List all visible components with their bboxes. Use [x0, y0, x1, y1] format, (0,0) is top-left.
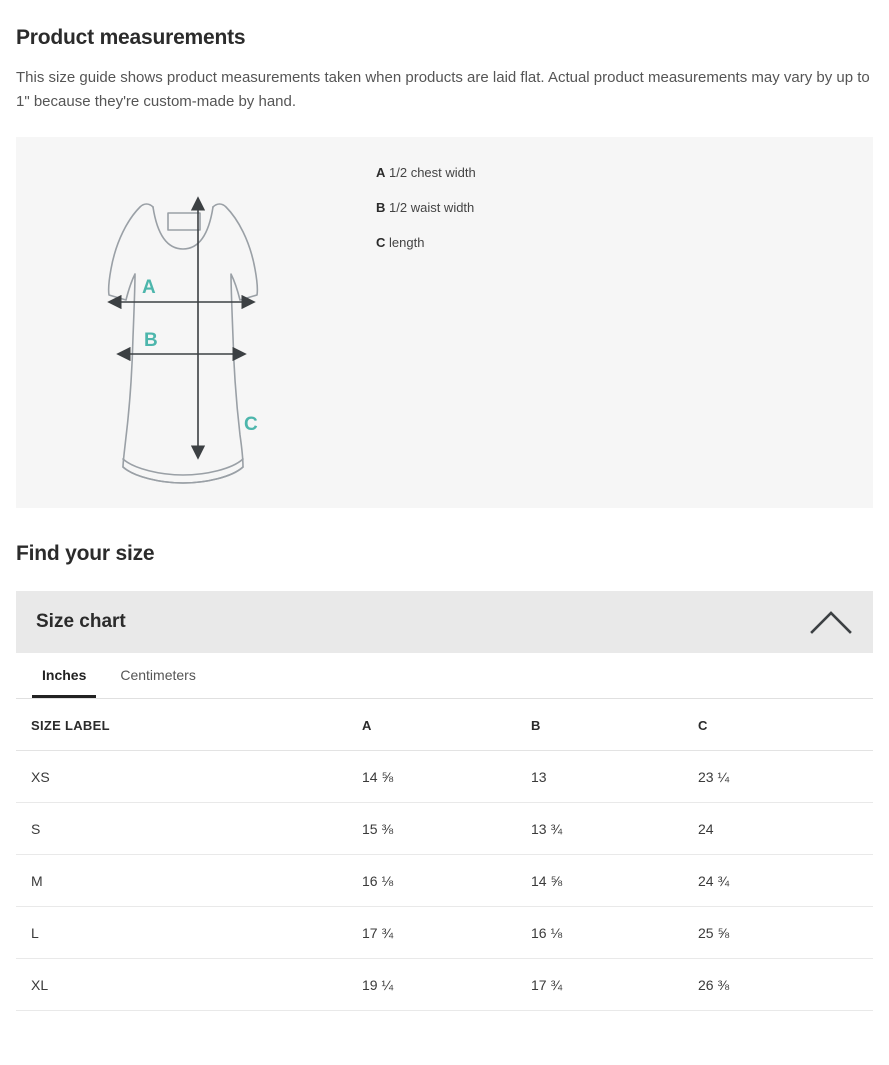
tab-centimeters[interactable]: Centimeters: [120, 667, 196, 684]
cell-size-label: XL: [16, 959, 362, 1011]
table-row: [16, 855, 873, 907]
cell-c: 25 ⅝: [698, 907, 873, 959]
cell-size-label: XS: [16, 751, 362, 803]
legend-item: [376, 199, 873, 216]
page-title: Product measurements: [16, 26, 246, 49]
measurements-description: This size guide shows product measurements taken when products are laid flat. Actual product measurements may vary by up to 1" because they're custom-made by hand.: [16, 69, 870, 111]
diagram-label-a: A: [142, 277, 156, 299]
cell-b: 13: [531, 751, 698, 803]
unit-tabs: [16, 653, 873, 699]
cell-b: 14 ⅝: [531, 855, 698, 907]
table-row: [16, 751, 873, 803]
chevron-up-icon[interactable]: [809, 609, 853, 635]
cell-b: 16 ⅛: [531, 907, 698, 959]
cell-size-label: L: [16, 907, 362, 959]
cell-c: 24 ¾: [698, 855, 873, 907]
legend-key-b: B: [376, 200, 386, 216]
cell-a: 19 ¼: [362, 959, 531, 1011]
find-your-size-title: Find your size: [16, 542, 155, 566]
cell-a: 17 ¾: [362, 907, 531, 959]
cell-a: 14 ⅝: [362, 751, 531, 803]
legend-item: [376, 234, 873, 251]
size-guide-page: [0, 25, 889, 1011]
legend-item: [376, 164, 873, 181]
cell-size-label: M: [16, 855, 362, 907]
garment-diagram: [16, 137, 376, 508]
tank-top-illustration: [16, 137, 376, 508]
size-chart-table: [16, 699, 873, 1011]
column-header-c: C: [698, 699, 873, 751]
cell-b: 13 ¾: [531, 803, 698, 855]
cell-c: 23 ¼: [698, 751, 873, 803]
table-row: [16, 907, 873, 959]
column-header-b: B: [531, 699, 698, 751]
cell-a: 15 ⅜: [362, 803, 531, 855]
tab-inches[interactable]: Inches: [32, 653, 96, 698]
cell-a: 16 ⅛: [362, 855, 531, 907]
legend-text-a: 1/2 chest width: [389, 165, 476, 181]
size-chart-title: Size chart: [36, 611, 126, 633]
size-chart-card: [16, 591, 873, 1011]
size-chart-header[interactable]: [16, 591, 873, 653]
legend-text-b: 1/2 waist width: [389, 200, 475, 216]
cell-b: 17 ¾: [531, 959, 698, 1011]
cell-size-label: S: [16, 803, 362, 855]
legend-key-c: C: [376, 235, 386, 251]
legend-key-a: A: [376, 165, 386, 181]
legend-text-c: length: [389, 235, 425, 251]
cell-c: 26 ⅜: [698, 959, 873, 1011]
cell-c: 24: [698, 803, 873, 855]
table-header-row: [16, 699, 873, 751]
diagram-label-b: B: [144, 330, 158, 352]
measurement-legend: [376, 137, 873, 269]
column-header-size-label: SIZE LABEL: [16, 699, 362, 751]
diagram-label-c: C: [244, 414, 258, 436]
table-row: [16, 803, 873, 855]
table-row: [16, 959, 873, 1011]
measurement-diagram-panel: [16, 137, 873, 508]
column-header-a: A: [362, 699, 531, 751]
